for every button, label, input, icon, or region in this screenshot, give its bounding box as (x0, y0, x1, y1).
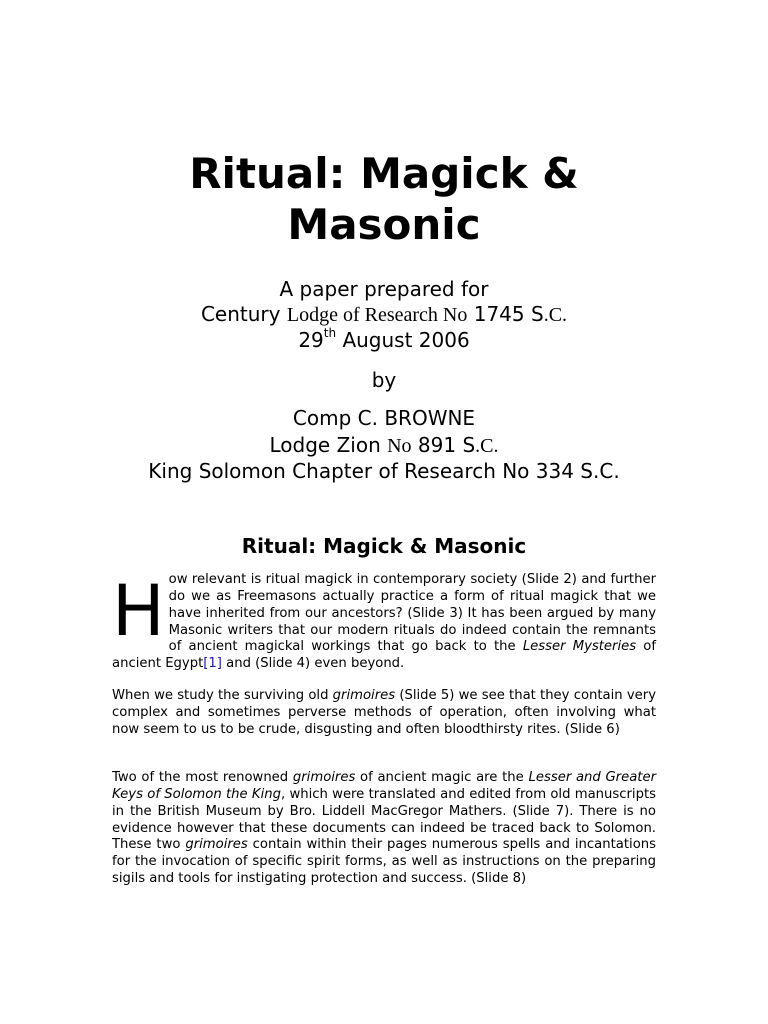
section-heading: Ritual: Magick & Masonic (241, 534, 527, 558)
title-line-2: Masonic (287, 200, 481, 249)
drop-cap: H (112, 570, 165, 652)
footnote-link-1[interactable]: [1] (203, 656, 222, 672)
author-lodge: Lodge Zion No 891 S.C. (269, 433, 499, 457)
title-line-1: Ritual: Magick & (189, 149, 579, 198)
date-line: 29th August 2006 (298, 326, 470, 352)
author-name: Comp C. BROWNE (292, 406, 476, 430)
paragraph-3: Two of the most renowned grimoires of ancient magic are the Lesser and Greater Keys of Solomon the King, which were translated and edited from old manuscripts in the British Museum by Bro. Liddell MacGregor Mathers. (Slide 7). There is no evidence however that these documents can indeed be traced back to Solomon. These two grimoires contain within their pages numerous spells and incantations for the invocation of specific spirit forms, as well as instructions on the preparing sigils and tools for instigating protection and success. (Slide 8) (112, 770, 657, 887)
document-title (100, 148, 668, 250)
lodge-line: Century Lodge of Research No 1745 S.C. (200, 302, 568, 326)
paragraph-2: When we study the surviving old grimoires (Slide 5) we see that they contain very complex and sometimes perverse methods of operation, often involving what now seem to us to be crude, disgusting and often bloodthirsty rites. (Slide 6) (112, 688, 656, 737)
by-line: by (371, 368, 397, 392)
paragraph-1: How relevant is ritual magick in contemporary society (Slide 2) and further do we as Freemasons actually practice a form of ritual magick that we have inherited from our ancestors? (Slide 3) It has been argued by many Masonic writers that our modern rituals do indeed contain the remnants of ancient magickal workings that go back to the Lesser Mysteries of ancient Egypt[1] and (Slide 4) even beyond. (112, 570, 656, 672)
prepared-for-line: A paper prepared for (279, 277, 489, 301)
author-chapter: King Solomon Chapter of Research No 334 S.C. (148, 459, 620, 483)
